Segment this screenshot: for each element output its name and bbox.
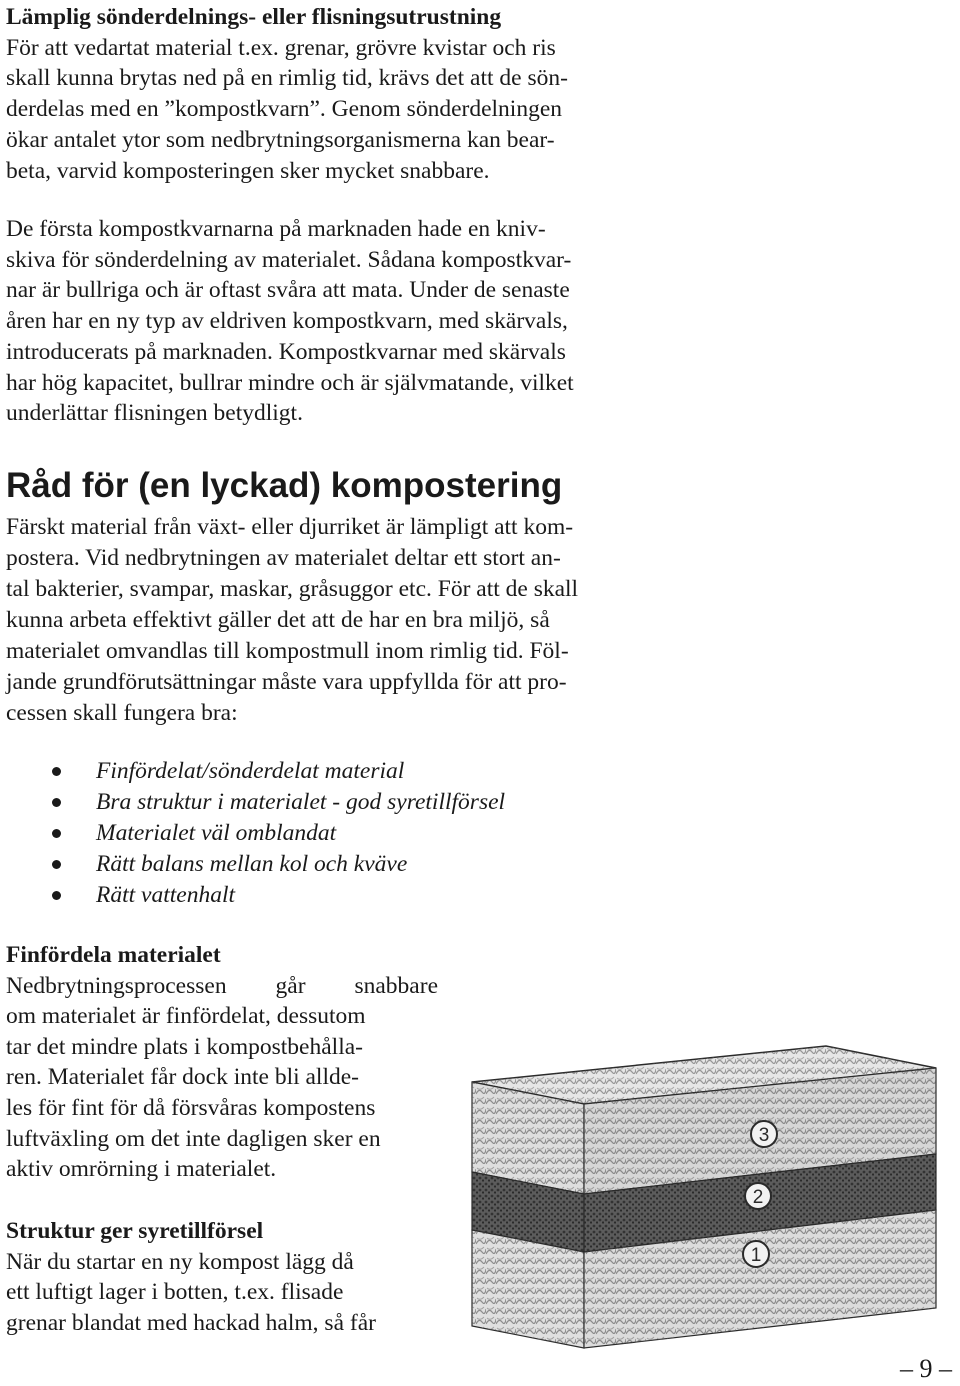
paragraph-line: underlättar flisningen betydligt. xyxy=(6,400,303,427)
layer-label-3 xyxy=(751,1121,777,1147)
section-heading: Struktur ger syretillförsel xyxy=(6,1218,264,1244)
compost-layers-illustration xyxy=(466,1026,956,1360)
paragraph-line: introducerats på marknaden. Kompostkvarnar med skärvals xyxy=(6,338,566,365)
paragraph-line: tal bakterier, svampar, maskar, gråsuggor etc. För att de skall xyxy=(6,576,579,602)
svg-text:1: 1 xyxy=(750,1245,762,1266)
paragraph-line: ett luftigt lager i botten, t.ex. flisade xyxy=(6,1279,344,1306)
paragraph-line xyxy=(6,971,438,1002)
paragraph-line: åren har en ny typ av eldriven kompostkvarn, med skärvals, xyxy=(6,308,568,335)
paragraph-line: skall kunna brytas ned på en rimlig tid, krävs det att de sön- xyxy=(6,65,568,92)
section-equipment xyxy=(6,2,568,186)
word: snabbare xyxy=(354,972,438,999)
paragraph-line: ökar antalet ytor som nedbrytningsorganismerna kan bear- xyxy=(6,126,555,153)
page-heading: Råd för (en lyckad) kompostering xyxy=(6,466,563,505)
section-heading: Lämplig sönderdelnings- eller flisningsutrustning xyxy=(6,4,502,30)
svg-text:3: 3 xyxy=(758,1125,770,1146)
list-item-text: Bra struktur i materialet - god syretillförsel xyxy=(96,789,506,815)
requirements-list xyxy=(48,756,505,911)
section-advice xyxy=(6,512,578,729)
bullet-icon xyxy=(52,767,61,776)
section-struktur xyxy=(6,1216,376,1338)
paragraph-line: kunna arbeta effektivt gäller det att de har en bra miljö, så xyxy=(6,607,550,633)
section-heading: Finfördela materialet xyxy=(6,942,221,968)
list-item xyxy=(48,880,505,911)
paragraph-line: cessen skall fungera bra: xyxy=(6,700,238,726)
bullet-icon xyxy=(52,798,61,807)
paragraph-line: Färskt material från växt- eller djurriket är lämpligt att kom- xyxy=(6,514,574,540)
word: Nedbrytningsprocessen xyxy=(6,972,227,999)
section-compost-mills xyxy=(6,214,574,429)
layer-label-2 xyxy=(745,1183,771,1209)
bullet-icon xyxy=(52,891,61,900)
paragraph-line: les för fint för då försvåras kompostens xyxy=(6,1094,376,1121)
section-finfordela xyxy=(6,940,438,1185)
layer-label-1 xyxy=(743,1241,769,1267)
paragraph-line: derdelas med en ”kompostkvarn”. Genom sönderdelningen xyxy=(6,96,563,123)
page-number: – 9 – xyxy=(900,1354,952,1383)
list-item xyxy=(48,818,505,849)
list-item-text: Rätt balans mellan kol och kväve xyxy=(96,851,408,877)
list-item-text: Finfördelat/sönderdelat material xyxy=(96,758,405,784)
bullet-icon xyxy=(52,860,61,869)
paragraph-line: beta, varvid komposteringen sker mycket snabbare. xyxy=(6,157,490,184)
list-item xyxy=(48,849,505,880)
paragraph-line: skiva för sönderdelning av materialet. Sådana kompostkvar- xyxy=(6,246,572,273)
paragraph-line: grenar blandat med hackad halm, så får xyxy=(6,1309,376,1336)
bullet-icon xyxy=(52,829,61,838)
paragraph-line: luftväxling om det inte dagligen sker en xyxy=(6,1125,381,1152)
list-item xyxy=(48,756,505,787)
paragraph-line: jande grundförutsättningar måste vara uppfyllda för att pro- xyxy=(6,669,567,695)
list-item-text: Rätt vattenhalt xyxy=(96,882,236,908)
svg-text:2: 2 xyxy=(752,1187,764,1208)
paragraph-line: har hög kapacitet, bullrar mindre och är självmatande, vilket xyxy=(6,369,574,396)
paragraph-line: tar det mindre plats i kompostbehålla- xyxy=(6,1033,363,1060)
paragraph-line: aktiv omrörning i materialet. xyxy=(6,1156,277,1183)
paragraph-line: om materialet är finfördelat, dessutom xyxy=(6,1003,366,1030)
paragraph-line: postera. Vid nedbrytningen av materialet deltar ett stort an- xyxy=(6,545,561,571)
paragraph-line: För att vedartat material t.ex. grenar, grövre kvistar och ris xyxy=(6,34,556,61)
paragraph-line: ren. Materialet får dock inte bli allde- xyxy=(6,1064,359,1091)
paragraph-line: nar är bullriga och är oftast svåra att mata. Under de senaste xyxy=(6,277,570,304)
paragraph-line: När du startar en ny kompost lägg då xyxy=(6,1248,354,1275)
list-item xyxy=(48,787,505,818)
word: går xyxy=(275,972,306,999)
paragraph-line: De första kompostkvarnarna på marknaden hade en kniv- xyxy=(6,216,546,242)
paragraph-line: materialet omvandlas till kompostmull inom rimlig tid. Föl- xyxy=(6,638,569,664)
list-item-text: Materialet väl omblandat xyxy=(96,820,337,846)
